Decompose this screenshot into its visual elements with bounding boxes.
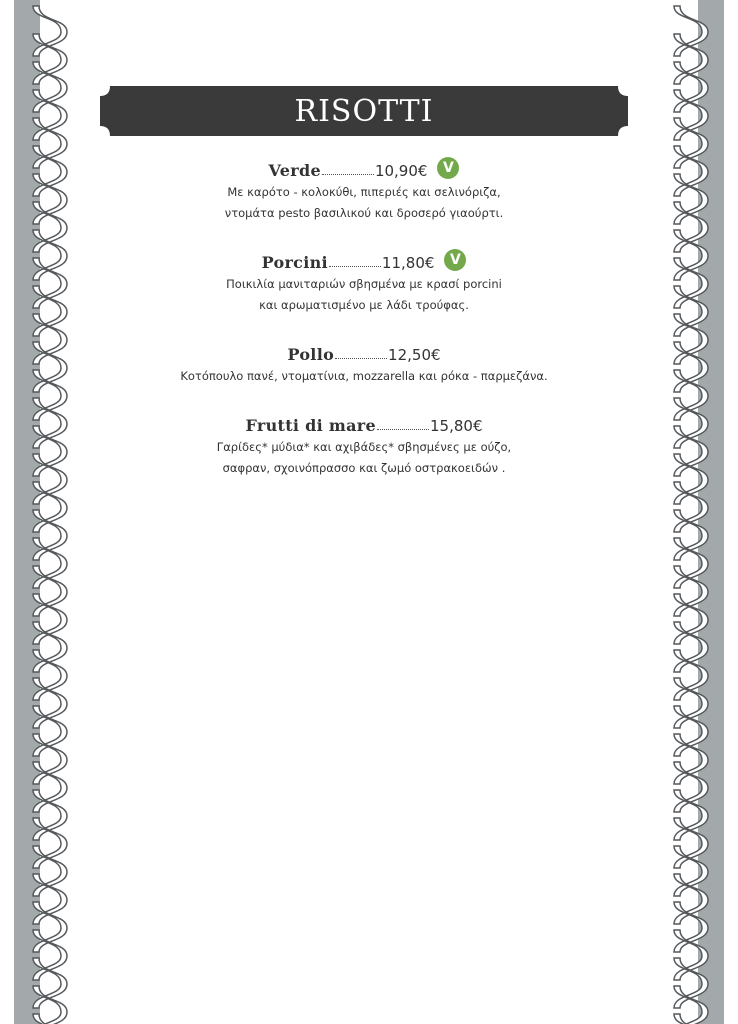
- menu-item-price: 10,90€: [374, 162, 428, 180]
- dot-leader: [335, 357, 387, 359]
- menu-item-description-line: ντομάτα pesto βασιλικού και δροσερό γιαούρτι.: [224, 206, 504, 220]
- menu-item-name: Porcini: [261, 253, 328, 272]
- vegetarian-badge-icon: V: [437, 157, 459, 179]
- menu-item-header: [100, 338, 628, 364]
- menu-item-description-line: Κοτόπουλο πανέ, ντοματίνια, mozzarella και ρόκα - παρμεζάνα.: [180, 369, 548, 383]
- menu-list: [100, 154, 628, 501]
- menu-item-price: 11,80€: [381, 254, 435, 272]
- menu-item: [100, 246, 628, 316]
- menu-item-description-line: και αρωματισμένο με λάδι τρούφας.: [259, 298, 469, 312]
- vegetarian-badge-icon: V: [444, 249, 466, 271]
- menu-item-price: 12,50€: [388, 346, 441, 364]
- dot-leader: [329, 265, 381, 267]
- menu-item-header: [100, 409, 628, 435]
- menu-item: [100, 338, 628, 387]
- menu-item-name: Pollo: [287, 345, 335, 364]
- menu-item-description-line: σαφραν, σχοινόπρασσο και ζωμό οστρακοειδών .: [222, 461, 506, 475]
- section-title-banner: [100, 86, 628, 136]
- right-rope-border: [666, 0, 724, 1024]
- menu-item-price: 15,80€: [430, 417, 483, 435]
- menu-item: [100, 409, 628, 479]
- menu-item-name: Frutti di mare: [245, 416, 376, 435]
- menu-item-header: [100, 154, 628, 180]
- menu-item-description-line: Ποικιλία μανιταριών σβησμένα με κρασί porcini: [226, 277, 502, 291]
- dot-leader: [377, 428, 429, 430]
- menu-item: [100, 154, 628, 224]
- menu-item-description-line: Γαρίδες* μύδια* και αχιβάδες* σβησμένες με ούζο,: [216, 440, 512, 454]
- section-title: RISOTTI: [294, 94, 434, 129]
- menu-item-name: Verde: [268, 161, 321, 180]
- menu-item-description-line: Με καρότο - κολοκύθι, πιπεριές και σελινόριζα,: [227, 185, 501, 199]
- menu-item-header: [100, 246, 628, 272]
- dot-leader: [322, 173, 374, 175]
- left-rope-border: [14, 0, 72, 1024]
